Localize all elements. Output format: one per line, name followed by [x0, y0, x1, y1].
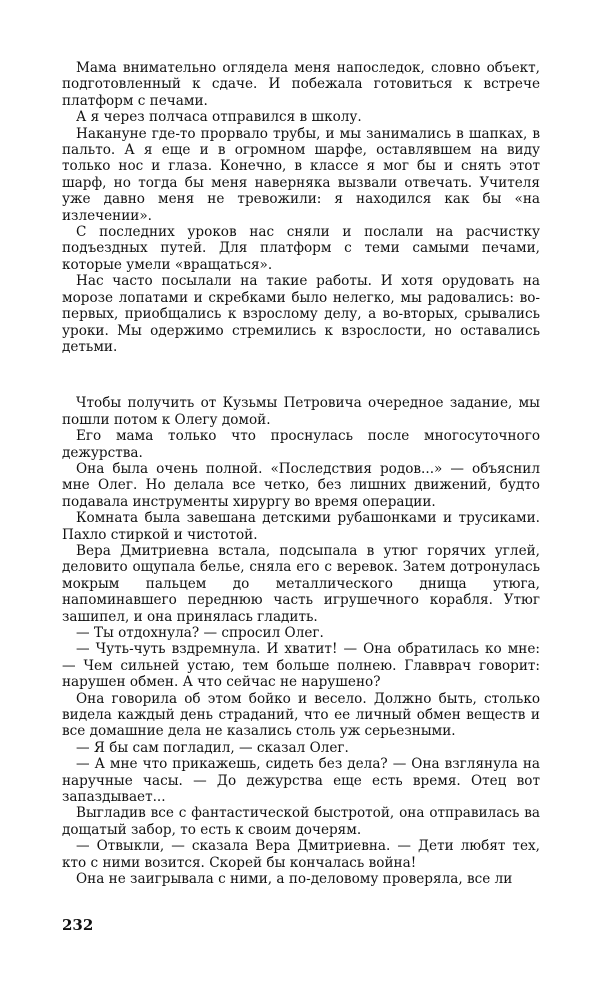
paragraph: Чтобы получить от Кузьмы Петровича очередное задание, мы пошли потом к Олегу домой.	[62, 395, 540, 428]
paragraph: Она говорила об этом бойко и весело. Должно быть, столько видела каждый день страданий, что ее личный обмен веществ и все домашние дела не казались столь уж серьезными.	[62, 690, 540, 740]
paragraph: Мама внимательно оглядела меня напоследок, словно объект, подготовленный к сдаче. И побежала готовиться к встрече платформ с печами.	[62, 60, 540, 109]
paragraph: Выгладив все с фантастической быстротой, она отправилась ва дощатый забор, то есть к своим дочерям.	[62, 805, 540, 838]
paragraph: Комната была завешана детскими рубашонками и трусиками. Пахло стиркой и чистотой.	[62, 510, 540, 543]
page-body	[62, 60, 540, 888]
paragraph: С последних уроков нас сняли и послали на расчистку подъездных путей. Для платформ с теми самыми печами, которые умели «вращаться».	[62, 224, 540, 273]
paragraph: А я через полчаса отправился в школу.	[76, 109, 362, 126]
page-number: 232	[62, 916, 94, 934]
paragraph: — А мне что прикажешь, сидеть без дела? — Она взглянула на наручные часы. — До дежурства еще есть время. Отец вот запаздывает...	[62, 756, 540, 806]
paragraph: Она не заигрывала с ними, а по-деловому проверяла, все ли	[76, 871, 513, 888]
paragraph: — Я бы сам погладил, — сказал Олег.	[76, 739, 349, 756]
paragraph: Вера Дмитриевна встала, подсыпала в утюг горячих углей, деловито ощупала белье, сняла его с веревок. Затем дотронулась мокрым пальцем до металлического днища утюга, напоминавшего переднюю часть игрушечного корабля. Утюг зашипел, и она принялась гладить.	[62, 542, 540, 625]
paragraph: — Ты отдохнула? — спросил Олег.	[76, 625, 324, 641]
section-1	[62, 60, 540, 355]
paragraph: Его мама только что проснулась после многосуточного дежурства.	[62, 428, 540, 461]
paragraph: — Чуть-чуть вздремнула. И хватит! — Она обратилась ко мне: — Чем сильней устаю, тем больше полнею. Главврач говорит: нарушен обмен. А что сейчас не нарушено?	[62, 641, 540, 691]
paragraph: Накануне где-то прорвало трубы, и мы занимались в шапках, в пальто. А я еще и в огромном шарфе, оставлявшем на виду только нос и глаза. Конечно, в классе я мог бы и снять этот шарф, но тогда бы меня наверняка вызвали отвечать. Учителя уже давно меня не тревожили: я находился как бы «на излечении».	[62, 125, 540, 224]
paragraph: Она была очень полной. «Последствия родов...» — объяснил мне Олег. Но делала все четко, без лишних движений, будто подавала инструменты хирургу во время операции.	[62, 460, 540, 510]
paragraph: Нас часто посылали на такие работы. И хотя орудовать на морозе лопатами и скребками было нелегко, мы радовались: во-первых, приобщались к взрослому делу, а во-вторых, срывались уроки. Мы одержимо стремились к взрослости, но оставались детьми.	[62, 273, 540, 355]
section-break	[62, 355, 540, 395]
paragraph: — Отвыкли, — сказала Вера Дмитриевна. — Дети любят тех, кто с ними возится. Скорей бы кончалась война!	[62, 838, 540, 871]
section-2	[62, 395, 540, 887]
